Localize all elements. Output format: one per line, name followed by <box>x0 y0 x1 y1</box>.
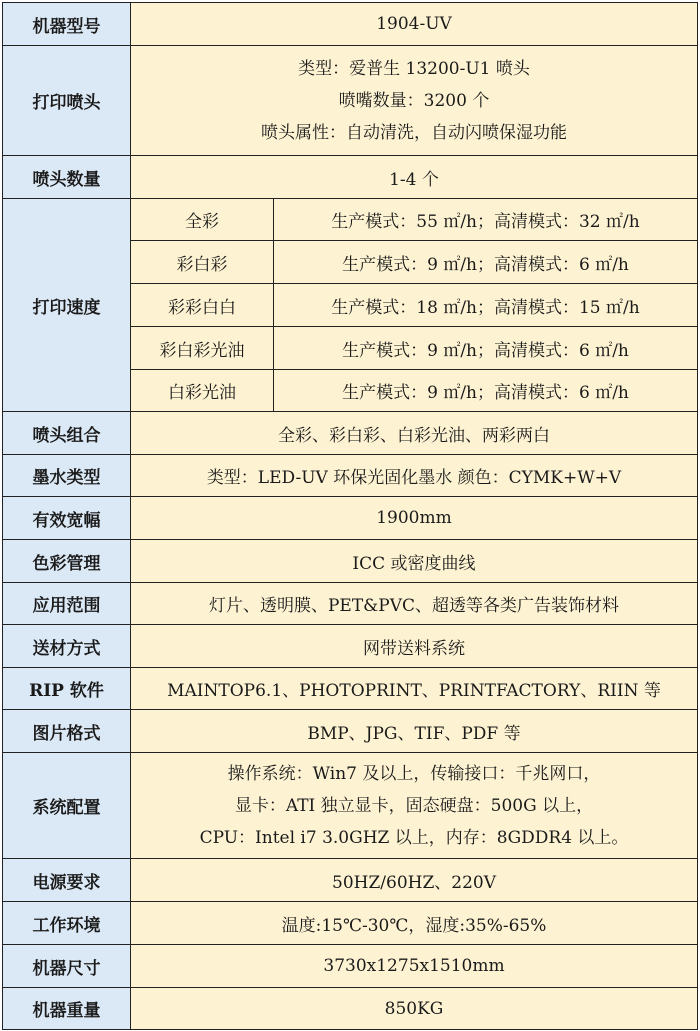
printhead-attributes: 喷头属性：自动清洗，自动闪喷保湿功能 <box>261 122 567 143</box>
label-image-format: 图片格式 <box>3 710 131 753</box>
spec-table <box>2 2 698 1030</box>
row-printhead <box>3 46 698 156</box>
row-image-format <box>3 710 698 753</box>
row-feeding <box>3 625 698 668</box>
label-size: 机器尺寸 <box>3 945 131 988</box>
row-system <box>3 753 698 859</box>
row-rip <box>3 668 698 710</box>
value-power: 50HZ/60HZ、220V <box>131 859 698 902</box>
label-head-count: 喷头数量 <box>3 156 131 199</box>
speed-mode: 彩白彩光油 <box>131 327 274 370</box>
label-printhead: 打印喷头 <box>3 46 131 156</box>
label-application: 应用范围 <box>3 583 131 625</box>
row-model <box>3 3 698 46</box>
row-size <box>3 945 698 988</box>
value-head-count: 1-4 个 <box>131 156 698 199</box>
label-weight: 机器重量 <box>3 988 131 1030</box>
row-width <box>3 497 698 540</box>
label-rip: RIP 软件 <box>3 668 131 710</box>
speed-mode: 白彩光油 <box>131 370 274 412</box>
label-color-mgmt: 色彩管理 <box>3 540 131 583</box>
speed-value: 生产模式：55 ㎡/h；高清模式：32 ㎡/h <box>274 199 698 241</box>
label-head-combo: 喷头组合 <box>3 412 131 455</box>
value-feeding: 网带送料系统 <box>131 625 698 668</box>
speed-value: 生产模式：9 ㎡/h；高清模式：6 ㎡/h <box>274 370 698 412</box>
value-rip: MAINTOP6.1、PHOTOPRINT、PRINTFACTORY、RIIN 等 <box>131 668 698 710</box>
value-weight: 850KG <box>131 988 698 1030</box>
row-environment <box>3 902 698 945</box>
label-feeding: 送材方式 <box>3 625 131 668</box>
label-power: 电源要求 <box>3 859 131 902</box>
row-weight <box>3 988 698 1030</box>
value-system <box>131 753 698 859</box>
value-application: 灯片、透明膜、PET&PVC、超透等各类广告装饰材料 <box>131 583 698 625</box>
row-ink <box>3 455 698 497</box>
row-application <box>3 583 698 625</box>
speed-value: 生产模式：9 ㎡/h；高清模式：6 ㎡/h <box>274 241 698 284</box>
value-color-mgmt: ICC 或密度曲线 <box>131 540 698 583</box>
speed-mode: 全彩 <box>131 199 274 241</box>
value-printhead <box>131 46 698 156</box>
label-environment: 工作环境 <box>3 902 131 945</box>
label-speed: 打印速度 <box>3 199 131 412</box>
label-system: 系统配置 <box>3 753 131 859</box>
system-cpu: CPU：Intel i7 3.0GHZ 以上，内存：8GDDR4 以上。 <box>199 827 629 848</box>
value-size: 3730x1275x1510mm <box>131 945 698 988</box>
row-head-combo <box>3 412 698 455</box>
value-image-format: BMP、JPG、TIF、PDF 等 <box>131 710 698 753</box>
speed-value: 生产模式：18 ㎡/h；高清模式：15 ㎡/h <box>274 284 698 327</box>
speed-value: 生产模式：9 ㎡/h；高清模式：6 ㎡/h <box>274 327 698 370</box>
value-ink: 类型：LED-UV 环保光固化墨水 颜色：CYMK+W+V <box>131 455 698 497</box>
row-color-mgmt <box>3 540 698 583</box>
value-width: 1900mm <box>131 497 698 540</box>
printhead-nozzles: 喷嘴数量：3200 个 <box>338 90 490 111</box>
value-environment: 温度:15℃-30℃，湿度:35%-65% <box>131 902 698 945</box>
label-ink: 墨水类型 <box>3 455 131 497</box>
value-head-combo: 全彩、彩白彩、白彩光油、两彩两白 <box>131 412 698 455</box>
value-model: 1904-UV <box>131 3 698 46</box>
label-model: 机器型号 <box>3 3 131 46</box>
row-power <box>3 859 698 902</box>
speed-mode: 彩白彩 <box>131 241 274 284</box>
system-gpu: 显卡：ATI 独立显卡，固态硬盘：500G 以上， <box>234 795 594 816</box>
label-width: 有效宽幅 <box>3 497 131 540</box>
speed-mode: 彩彩白白 <box>131 284 274 327</box>
row-speed-fullcolor <box>3 199 698 241</box>
row-head-count <box>3 156 698 199</box>
printhead-type: 类型：爱普生 13200-U1 喷头 <box>298 58 530 79</box>
system-os: 操作系统：Win7 及以上，传输接口：千兆网口， <box>227 763 601 784</box>
